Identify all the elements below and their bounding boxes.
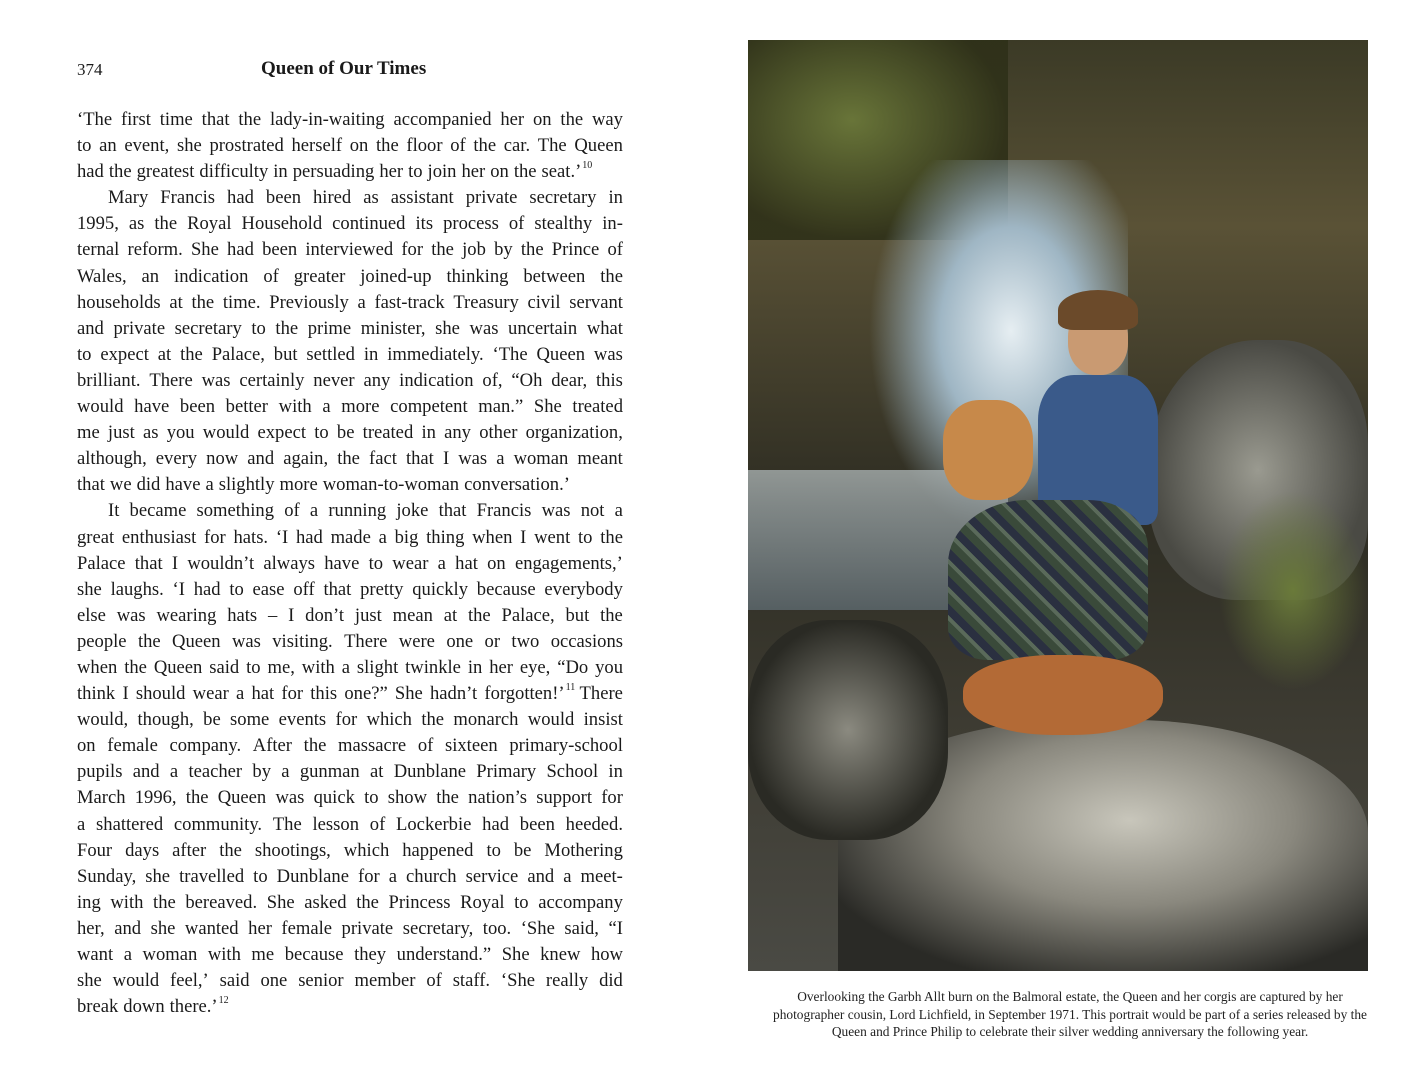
text-line: to an event, she prostrated herself on the floor of the car. The Queen — [77, 135, 623, 157]
text-line: Mary Francis had been hired as assistant private secretary in — [108, 187, 623, 209]
text-line: ternal reform. She had been interviewed for the job by the Prince of — [77, 239, 623, 261]
text-line: would, though, be some events for which the monarch would insist — [77, 709, 623, 731]
text-line: would have been better with a more competent man.” She treated — [77, 396, 623, 418]
text-line: on female company. After the massacre of sixteen primary-school — [77, 735, 623, 757]
text-line: people the Queen was visiting. There were one or two occasions — [77, 630, 623, 652]
text-line: else was wearing hats – I don’t just mean at the Palace, but the — [77, 604, 623, 626]
text-line: great enthusiast for hats. ‘I had made a big thing when I went to the — [77, 526, 623, 548]
text-line: when the Queen said to me, with a slight twinkle in her eye, “Do you — [77, 656, 623, 678]
text-line: want a woman with me because they understand.” She knew how — [77, 944, 623, 965]
text-line: ‘The first time that the lady-in-waiting accompanied her on the way — [77, 109, 623, 130]
text-line: ing with the bereaved. She asked the Princess Royal to accompany — [77, 891, 623, 913]
text-line: had the greatest difficulty in persuading her to join her on the seat.’$^{10}$ — [77, 160, 593, 183]
text-line: It became something of a running joke that Francis was not a — [108, 500, 623, 522]
text-line: her, and she wanted her female private secretary, too. ‘She said, “I — [77, 917, 623, 939]
running-head: Queen of Our Times — [261, 58, 427, 79]
text-line: she would feel,’ said one senior member of staff. ‘She really did — [77, 970, 623, 992]
text-line: and private secretary to the prime minister, she was uncertain what — [77, 317, 623, 339]
text-line: a shattered community. The lesson of Lockerbie had been heeded. — [77, 813, 623, 835]
text-line: break down there.’$^{12}$ — [77, 995, 229, 1018]
photograph-queen-with-corgis-at-waterfall — [748, 40, 1368, 971]
footnote-ref: 12 — [218, 995, 229, 1007]
text-line: Wales, an indication of greater joined-up thinking between the — [77, 265, 623, 287]
text-line: March 1996, the Queen was quick to show the nation’s support for — [77, 787, 623, 809]
text-line: although, every now and again, the fact that I was a woman meant — [77, 448, 623, 470]
footnote-ref: 11 — [565, 682, 576, 694]
text-line: Four days after the shootings, which happened to be Mothering — [77, 839, 623, 861]
footnote-ref: 10 — [582, 160, 593, 172]
text-line: Sunday, she travelled to Dunblane for a church service and a meet- — [77, 865, 623, 887]
text-line: she laughs. ‘I had to ease off that pretty quickly because everybody — [77, 578, 623, 600]
text-line: brilliant. There was certainly never any indication of, “Oh dear, this — [77, 369, 623, 391]
text-line: pupils and a teacher by a gunman at Dunblane Primary School in — [77, 761, 623, 783]
text-line: households at the time. Previously a fast-track Treasury civil servant — [77, 291, 623, 313]
text-line: 1995, as the Royal Household continued its process of stealthy in- — [77, 213, 623, 235]
page-number: 374 — [77, 60, 103, 79]
text-line: me just as you would expect to be treated in any other organization, — [77, 422, 623, 444]
body-text — [77, 107, 623, 1020]
text-line: to expect at the Palace, but settled in immediately. ‘The Queen was — [77, 343, 623, 365]
photo-caption: Overlooking the Garbh Allt burn on the Balmoral estate, the Queen and her corgis are captured by her photographer cousin, Lord Lichfield, in September 1971. This portrait would be part of a series released by the Queen and Prince Philip to celebrate their silver wedding anniversary the following year. — [773, 989, 1367, 1040]
text-line: think I should wear a hat for this one?” She hadn’t forgotten!’$^{11}$ There — [77, 682, 623, 705]
text-line: that we did have a slightly more woman-to-woman conversation.’ — [77, 474, 570, 496]
text-line: Palace that I wouldn’t always have to wear a hat on engagements,’ — [77, 552, 623, 574]
